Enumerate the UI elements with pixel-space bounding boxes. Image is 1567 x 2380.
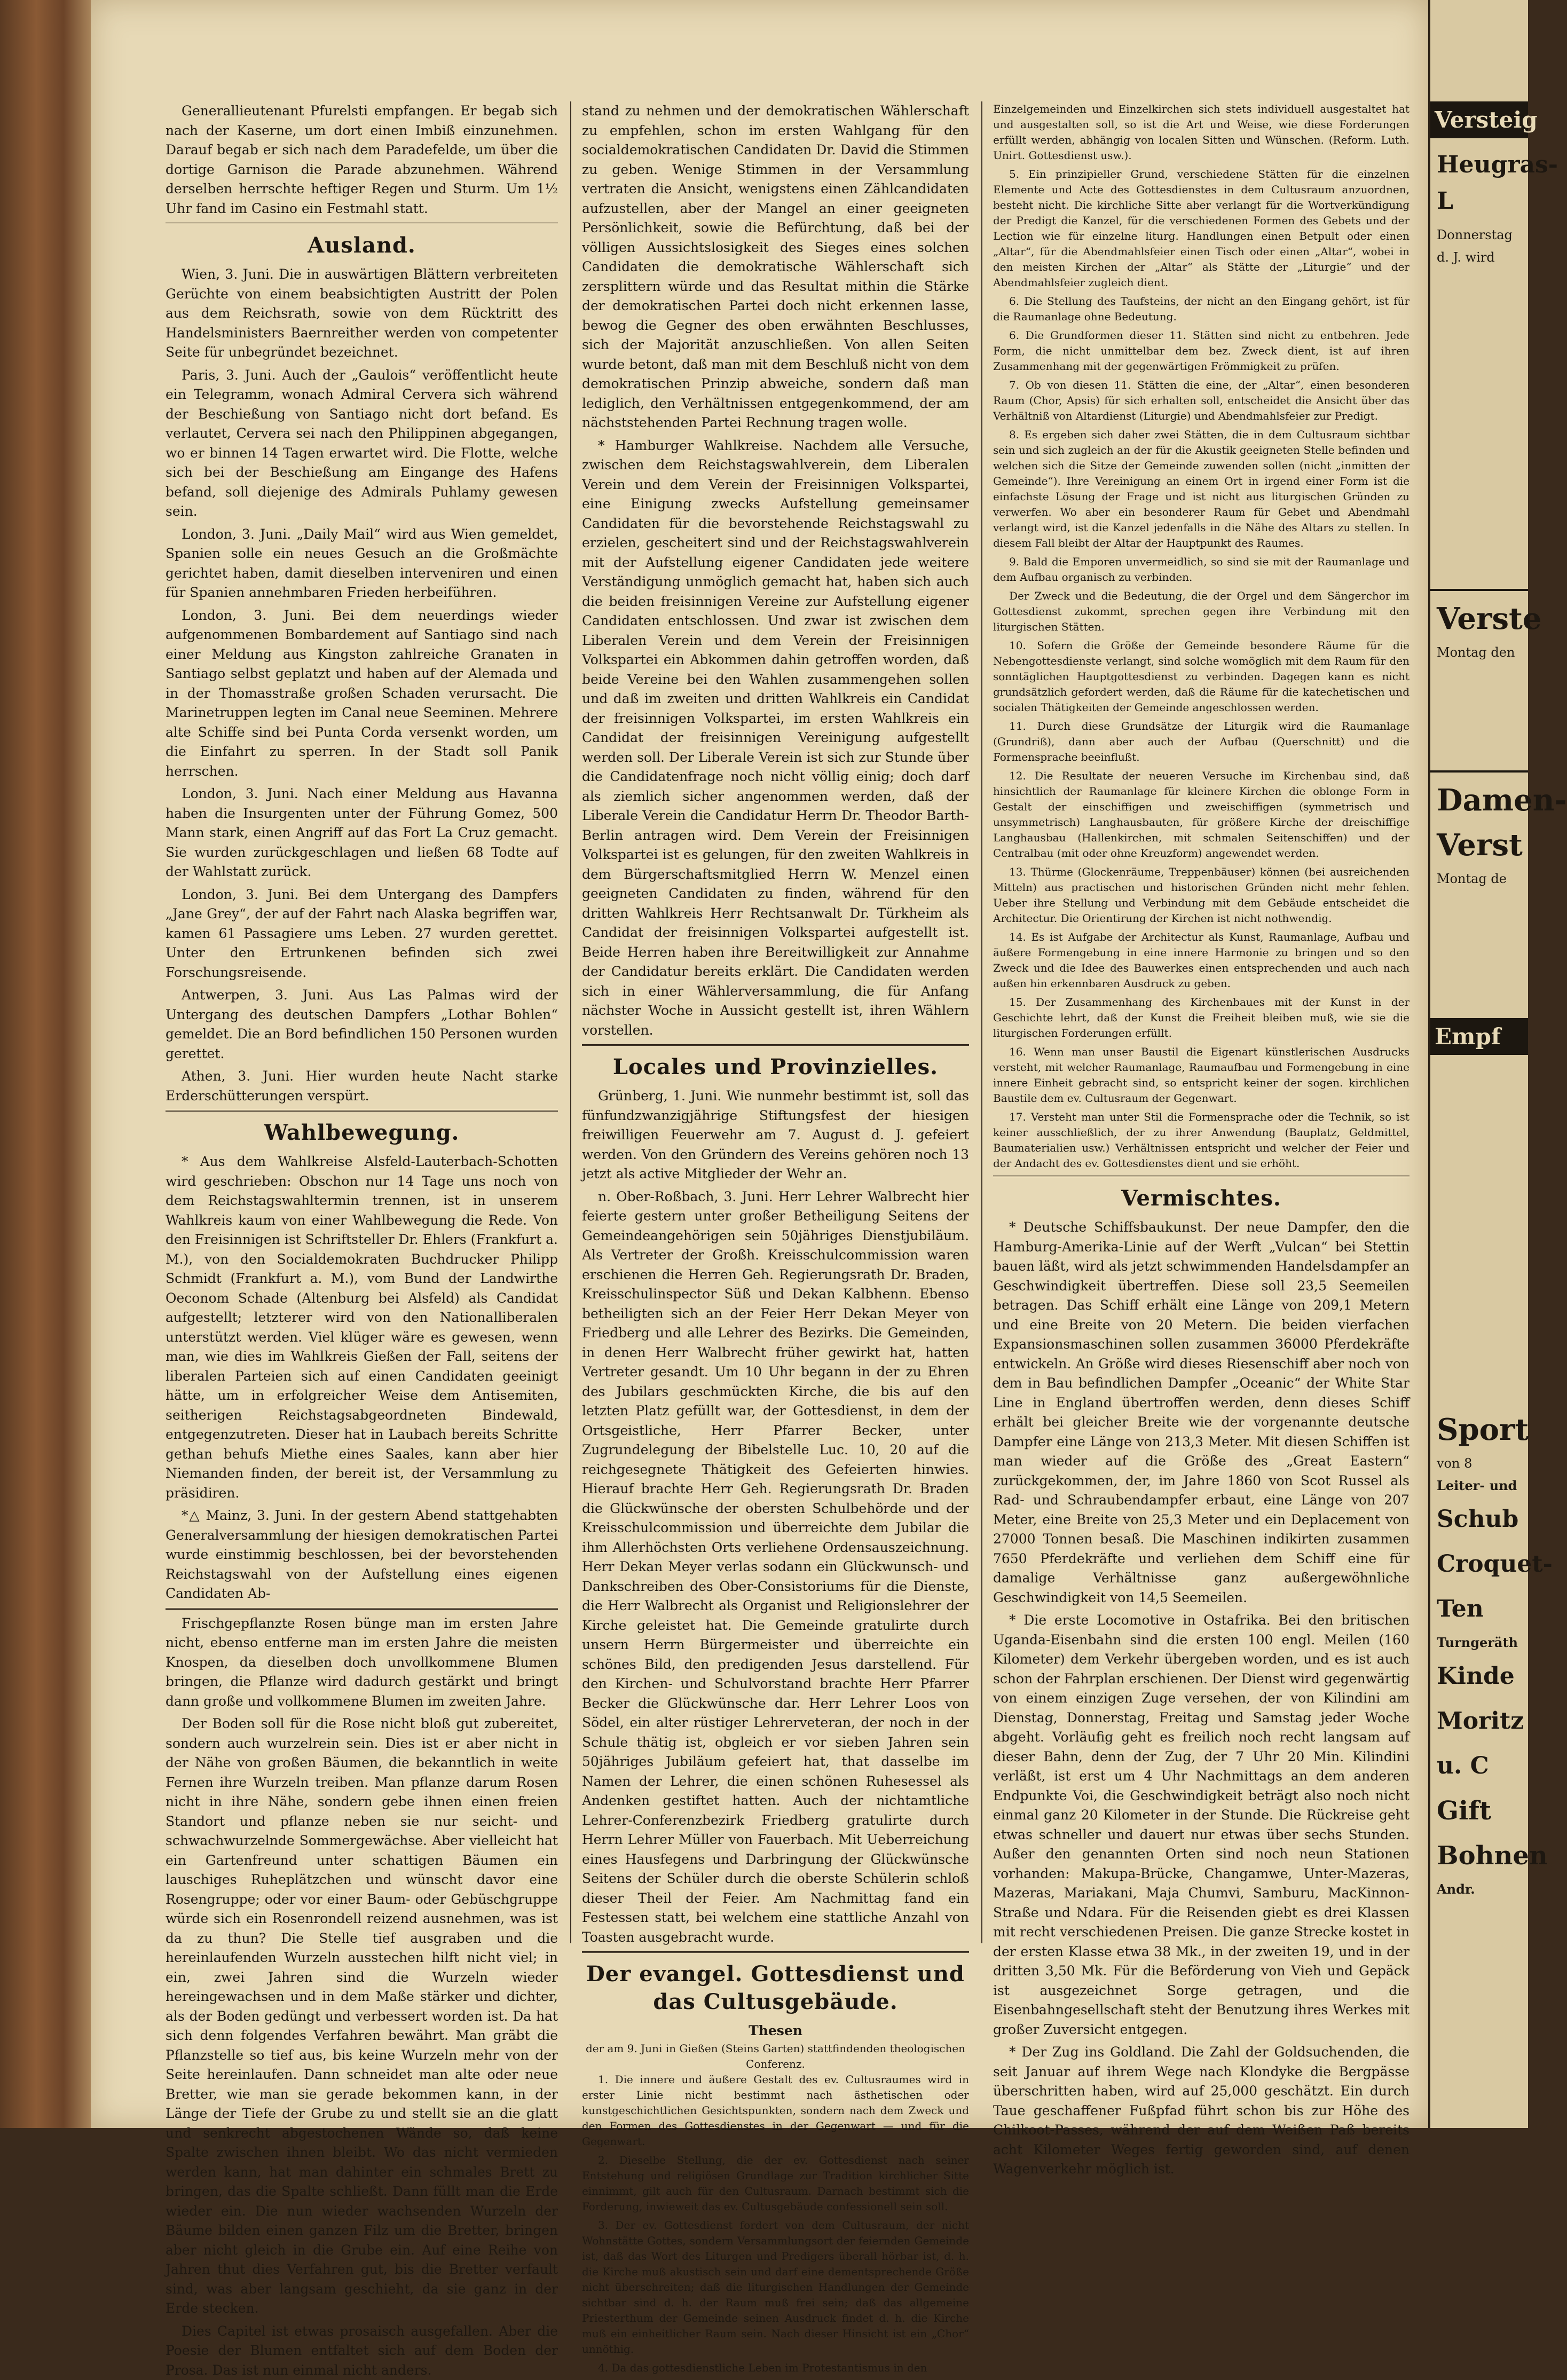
ad-text: Verste <box>1430 596 1528 641</box>
ad-text: Turngeräth <box>1430 1632 1528 1654</box>
news-item: n. Ober-Roßbach, 3. Juni. Herr Lehrer Walbrecht hier feierte gestern unter großer Betheiligung Seitens der Gemeindeangehörigen sein 50jähriges Dienstjubiläum. Als Vertreter der Großh. Kreisschulcommission waren erschienen die Herren Geh. Regierungsrath Dr. Braden, Kreisschulinspector Süß und Dekan Kalbhenn. Ebenso betheiligten sich an der Feier Herr Dekan Meyer von Friedberg und alle Lehrer des Bezirks. Die Gemeinden, in denen Herr Walbrecht früher gewirkt hat, hatten Vertreter gesandt. Um 10 Uhr begann in der zu Ehren des Jubilars geschmückten Kirche, die bis auf den letzten Platz gefüllt war, der Gottesdienst, in dem der Ortsgeistliche, Herr Pfarrer Becker, unter Zugrundelegung der Bibelstelle Luc. 10, 20 auf die reichgesegnete Thätigkeit des Gefeierten hinwies. Hierauf brachte Herr Geh. Regierungsrath Dr. Braden die Glückwünsche der obersten Schulbehörde und der Kreisschulcommission und überreichte dem Jubilar die ihm Allerhöchsten Orts verliehene Ordensauszeichnung. Herr Dekan Meyer verlas sodann ein Glückwunsch- und Dankschreiben des Ober-Consistoriums für die Dienste, die Herr Walbrecht als Organist und Religionslehrer der Kirche geleistet hat. Die Gemeinde gratulirte durch unsern Herrn Bürgermeister und überreichte ein schönes Bild, den predigenden Jesus darstellend. Für den Kirchen- und Schulvorstand brachte Herr Pfarrer Becker die Glückwünsche dar. Herr Lehrer Loos von Södel, ein alter rüstiger Lehrerveteran, der noch in der Schule thätig ist, obgleich er vor sieben Jahren sein 50jähriges Jubiläum gefeiert hat, that dasselbe im Namen der Lehrer, die einen schönen Ruhesessel als Andenken gestiftet hatten. Auch der nichtamtliche Lehrer-Conferenzbezirk Friedberg gratulirte durch Herrn Lehrer Müller von Fauerbach. Mit Ueberreichung eines Hausfegens und Darbringung der Glückwünsche Seitens der Schüler durch die oberste Schülerin schloß dieser Theil der Feier. Am Nachmittag fand ein Festessen statt, bei welchem eine stattliche Anzahl von Toasten ausgebracht wurde. <box>582 1187 969 1948</box>
divider <box>166 1110 558 1112</box>
news-item: London, 3. Juni. „Daily Mail“ wird aus Wien gemeldet, Spanien solle ein neues Gesuch an die Großmächte gerichtet haben, damit dieselben interveniren und einen für Spanien annehmbaren Frieden herbeiführen. <box>166 525 558 603</box>
ad-text: Gift <box>1430 1788 1528 1833</box>
thesis-item: 7. Ob von diesen 11. Stätten die eine, der „Altar“, einen besonderen Raum (Chor, Apsis) für sich erhalten soll, entscheidet die Ansicht über das Verhältniß von Altardienst (Liturgie) und Abendmahlsfeier zur Predigt. <box>993 377 1409 424</box>
thesis-item: 2. Dieselbe Stellung, die der ev. Gottesdienst nach seiner Entstehung und religiösen Grundlage zur Tradition kirchlicher Sitte einnimmt, gilt auch für den Cultusraum. Darnach bestimmt sich die Forderung, inwieweit das ev. Cultusgebäude confessionell sein soll. <box>582 2153 969 2214</box>
feuilleton-paragraph: Dies Capitel ist etwas prosaisch ausgefallen. Aber die Poesie der Blumen entfaltet sich auf dem Boden der Prosa. Das ist nun einmal nicht anders. <box>166 2322 558 2380</box>
ad-text: Croquet- <box>1430 1542 1528 1587</box>
thesis-item: 14. Es ist Aufgabe der Architectur als Kunst, Raumanlage, Aufbau und äußere Formengebung in eine innere Harmonie zu bringen und so den Zweck und die Idee des Bauwerkes einen entsprechenden und auch nach außen hin erkennbaren Ausdruck zu geben. <box>993 929 1409 991</box>
thesis-item: 6. Die Stellung des Taufsteins, der nicht an den Eingang gehört, ist für die Raumanlage ohne Bedeutung. <box>993 294 1409 325</box>
thesis-item: 17. Versteht man unter Stil die Formensprache oder die Technik, so ist keiner ausschließlich, der zu ihrer Anwendung (Bauplatz, Geldmittel, Baumaterialien usw.) Verhältnissen entspricht und welcher der Feier und der Andacht des ev. Gottesdienstes dient und sie erhöht. <box>993 1109 1409 1171</box>
news-item: London, 3. Juni. Bei dem neuerdings wieder aufgenommenen Bombardement auf Santiago sind nach einer Meldung aus Kingston zahlreiche Granaten in Santiago selbst geplatzt und haben auf der Alemada und in der Thomasstraße großen Schaden verursacht. Die Marinetruppen legten im Canal neue Seeminen. Mehrere alte Schiffe sind bei Punta Corda versenkt worden, um die Einfahrt zu sperren. In der Stadt soll Panik herrschen. <box>166 606 558 782</box>
thesis-item: 12. Die Resultate der neueren Versuche im Kirchenbau sind, daß hinsichtlich der Raumanlage für kleinere Kirchen die oblonge Form in Gestalt der einschiffigen und zweischiffigen (symmetrisch und unsymmetrisch) Langhausbauten, für größere Kirche der dreischiffige Langhausbau (Hallenkirchen, mit schmalen Seitenschiffen) und der Centralbau (mit oder ohne Kreuzform) angewendet werden. <box>993 768 1409 861</box>
news-item: * Hamburger Wahlkreise. Nachdem alle Versuche, zwischen dem Reichstagswahlverein, dem Liberalen Verein und dem Verein der Freisinnigen Volkspartei, eine Einigung zwecks Aufstellung gemeinsamer Candidaten für die bevorstehende Reichstagswahl zu erzielen, gescheitert sind und der Reichstagswahlverein mit der Aufstellung eigener Candidaten jede weitere Verständigung unmöglich gemacht hat, haben sich auch die beiden freisinnigen Vereine zur Aufstellung eigener Candidaten entschlossen. Und zwar ist zwischen dem Liberalen Verein und dem Verein der Freisinnigen Volkspartei ein Abkommen dahin getroffen worden, daß beide Vereine bei den Wahlen zusammengehen sollen und daß im zweiten und dritten Wahlkreis ein Candidat der freisinnigen Volkspartei, im ersten Wahlkreis ein Candidat der freisinnigen Vereinigung aufgestellt werden soll. Der Liberale Verein ist sich zur Stunde über die Candidatenfrage noch nicht völlig einig; doch darf als ziemlich sicher angenommen werden, daß der Liberale Verein die Candidatur Herrn Dr. Theodor Barth-Berlin antragen wird. Dem Verein der Freisinnigen Volkspartei ist es gelungen, für den zweiten Wahlkreis in dem Bürgerschaftsmitglied Herrn W. Menzel einen geeigneten Candidaten zu finden, während für den dritten Wahlkreis Herr Rechtsanwalt Dr. Türkheim als Candidat der freisinnigen Volkspartei aufgestellt ist. Beide Herren haben ihre Bereitwilligkeit zur Annahme der Candidatur bereits erklärt. Die Candidaten werden sich in einer Wählerversammlung, die für Anfang nächster Woche in Aussicht gestellt ist, ihren Wählern vorstellen. <box>582 436 969 1041</box>
ad-text: Damen- <box>1430 778 1528 823</box>
adjacent-page-ads <box>1428 0 1528 2128</box>
thesis-item: 8. Es ergeben sich daher zwei Stätten, die in dem Cultusraum sichtbar sein und sich zugleich an der für die Akustik geeigneten Stelle befinden und welchen sich die Sitze der Gemeinde zuwenden sollen (nicht „inmitten der Gemeinde“). Ihre Vereinigung an einem Ort in irgend einer Form ist die einfachste Lösung der Frage und ist nicht aus liturgischen Gründen zu verwerfen. Wo aber ein besonderer Raum für Gebet und Abendmahl verlangt wird, ist die Kanzel jedenfalls in die Nähe des Altars zu stellen. In diesem Fall bleibt der Altar der Hauptpunkt des Raumes. <box>993 427 1409 551</box>
divider <box>166 223 558 224</box>
intro-paragraph: Generallieutenant Pfurelsti empfangen. Er begab sich nach der Kaserne, um dort einen Imbiß einzunehmen. Darauf begab er sich nach dem Paradefelde, um über die dortige Garnison die Parade abzunehmen. Während derselben herrschte heftiger Regen und Sturm. Um 1½ Uhr fand im Casino ein Festmahl statt. <box>166 101 558 218</box>
divider <box>993 1176 1409 1177</box>
thesis-item: 4. Da das gottesdienstliche Leben im Protestantismus in den <box>582 2360 969 2376</box>
thesis-item: 11. Durch diese Grundsätze der Liturgik wird die Raumanlage (Grundriß), dann aber auch der Aufbau (Querschnitt) und die Formensprache beeinflußt. <box>993 719 1409 765</box>
vermischtes-heading: Vermischtes. <box>993 1185 1409 1212</box>
thesis-item: 15. Der Zusammenhang des Kirchenbaues mit der Kunst in der Geschichte lehrt, daß der Kunst die Freiheit bleiben muß, wie sie die liturgischen Forderungen erfüllt. <box>993 995 1409 1041</box>
book-binding <box>0 0 91 2128</box>
divider <box>166 1608 558 1610</box>
ad-text: Sport <box>1430 1407 1528 1452</box>
ad-text: Moritz <box>1430 1699 1528 1744</box>
divider <box>582 1951 969 1953</box>
locales-heading: Locales und Provinzielles. <box>582 1053 969 1081</box>
ad-text: Verst <box>1430 823 1528 868</box>
thesen-heading: Thesen <box>582 2021 969 2041</box>
ad-text: Donnerstag <box>1430 224 1528 246</box>
ad-text: Leiter- und <box>1430 1475 1528 1497</box>
news-item: Paris, 3. Juni. Auch der „Gaulois“ veröffentlicht heute ein Telegramm, wonach Admiral Cervera sich während der Beschießung von Santiago nicht dort befand. Es verlautet, Cervera sei nach den Philippinen abgegangen, wo er binnen 14 Tagen erwartet wird. Die Flotte, welche sich bei der Beschießung am Eingange des Hafens befand, soll diejenige des Admirals Puhlamy gewesen sein. <box>166 366 558 522</box>
news-item: Antwerpen, 3. Juni. Aus Las Palmas wird der Untergang des deutschen Dampfers „Lothar Bohlen“ gemeldet. Die an Bord befindlichen 150 Personen wurden gerettet. <box>166 986 558 1063</box>
news-item: stand zu nehmen und der demokratischen Wählerschaft zu empfehlen, schon im ersten Wahlgang für den socialdemokratischen Candidaten Dr. David die Stimmen zu geben. Wenige Stimmen in der Versammlung vertraten die Ansicht, wenigstens einen Zählcandidaten aufzustellen, aber der Mangel an einer geeigneten Persönlichkeit, sowie die Befürchtung, daß bei der völligen Aussichtslosigkeit des Sieges eines solchen Candidaten die demokratische Wählerschaft sich zersplittern würde und das Resultat mithin die Stärke der demokratischen Partei doch nicht erkennen lasse, bewog die Gegner des oben erwähnten Beschlusses, sich der Majorität anzuschließen. Von allen Seiten wurde betont, daß man mit dem Beschluß nicht von dem demokratischen Prinzip abweiche, sondern daß man lediglich, den Verhältnissen entgegenkommend, der am nächststehenden Partei Rechnung tragen wolle. <box>582 101 969 433</box>
ad-text: Heugras-L <box>1430 143 1528 224</box>
news-item: * Der Zug ins Goldland. Die Zahl der Goldsuchenden, die seit Januar auf ihrem Wege nach Klondyke die Bergpässe überschritten haben, wird auf 25,000 geschätzt. Ein durch Taue geschaffener Fußpfad führt schon bis zur Höhe des Chilkoot-Passes, während der auf dem Weißen Paß bereits acht Kilometer Weges fertig geworden sind, auf denen Wagenverkehr möglich ist. <box>993 2043 1409 2179</box>
right-column <box>993 101 1409 1943</box>
ad-text: Montag den <box>1430 641 1528 664</box>
thesis-item: 13. Thürme (Glockenräume, Treppenbäuser) können (bei ausreichenden Mitteln) aus practischen und historischen Gründen nicht mehr fehlen. Ueber ihre Stellung und Verbindung mit dem Gebäude entscheidet die Architectur. Die Orientirung der Kirchen ist nicht nothwendig. <box>993 864 1409 926</box>
feuilleton-paragraph: Frischgepflanzte Rosen bünge man im ersten Jahre nicht, ebenso entferne man im ersten Jahre die meisten Knospen, da dieselben doch unvollkommene Blumen bringen, die Pflanze wird dadurch gestärkt und bringt dann große und vollkommene Blumen im zweiten Jahre. <box>166 1614 558 1712</box>
thesis-item: 10. Sofern die Größe der Gemeinde besondere Räume für die Nebengottesdienste verlangt, sind solche womöglich mit dem Raum für den sonntäglichen Hauptgottesdienst zu verbinden. Dagegen kann es nicht grundsätzlich gefordert werden, daß die Räume für die katechetischen und socialen Thätigkeiten der Gemeinde angeschlossen werden. <box>993 638 1409 715</box>
ad-divider <box>1430 770 1528 773</box>
thesis-item: Einzelgemeinden und Einzelkirchen sich stets individuell ausgestaltet hat und ausgestalten soll, so ist die Art und Weise, wie diese Forderungen erfüllt werden, abhängig von localen Sitten und Wünschen. (Reform. Luth. Unirt. Gottesdienst usw.). <box>993 101 1409 163</box>
ad-heading: Versteig <box>1430 101 1528 138</box>
news-item: * Aus dem Wahlkreise Alsfeld-Lauterbach-Schotten wird geschrieben: Obschon nur 14 Tage uns noch von dem Reichstagswahltermin trennen, ist in unserem Wahlkreis kaum von einer Wahlbewegung die Rede. Von den Freisinnigen ist Schriftsteller Dr. Ehlers (Frankfurt a. M.), von den Socialdemokraten Buchdrucker Philipp Schmidt (Frankfurt a. M.), vom Bund der Landwirthe Oeconom Schade (Altenburg bei Alsfeld) als Candidat aufgestellt; letzterer wird von den Nationalliberalen unterstützt werden. Viel klüger wäre es gewesen, wenn man, wie dies im Wahlkreis Gießen der Fall, seitens der liberalen Parteien sich auf einen Candidaten geeinigt hätte, um in erfolgreicher Weise dem Antisemiten, seitherigen Reichstagsabgeordneten Bindewald, entgegenzutreten. Dieser hat in Laubach bereits Schritte gethan behufs Miethe eines Saales, kann aber hier Niemanden finden, der bereit ist, der Versammlung zu präsidiren. <box>166 1152 558 1503</box>
ad-divider <box>1430 589 1528 591</box>
thesis-item: 5. Ein prinzipieller Grund, verschiedene Stätten für die einzelnen Elemente und Acte des Gottesdienstes in dem Cultusraum anzuordnen, besteht nicht. Die kirchliche Sitte aber verlangt für die Wortverkündigung der Predigt die Kanzel, für die verschiedenen Formen des Gebets und der Lection wie für einzelne liturg. Handlungen einen Betpult oder einen „Altar“, für die Abendmahlsfeier einen Tisch oder einen „Altar“, wobei in den meisten Kirchen der „Altar“ als Stätte der „Liturgie“ und der Abendmahlsfeier zugleich dient. <box>993 167 1409 290</box>
ad-heading: Empf <box>1430 1018 1528 1055</box>
news-item: London, 3. Juni. Bei dem Untergang des Dampfers „Jane Grey“, der auf der Fahrt nach Alaska begriffen war, kamen 61 Passagiere ums Leben. 27 wurden gerettet. Unter den Ertrunkenen befinden sich zwei Forschungsreisende. <box>166 885 558 983</box>
ad-text: Montag de <box>1430 868 1528 890</box>
divider <box>582 1044 969 1046</box>
news-item: Grünberg, 1. Juni. Wie nunmehr bestimmt ist, soll das fünfundzwanzigjährige Stiftungsfest der hiesigen freiwilligen Feuerwehr am 7. August d. J. gefeiert werden. Von den Gründern des Vereins gehören noch 13 jetzt als active Mitglieder der Wehr an. <box>582 1086 969 1184</box>
news-item: *△ Mainz, 3. Juni. In der gestern Abend stattgehabten Generalversammlung der hiesigen demokratischen Partei wurde einstimmig beschlossen, bei der bevorstehenden Reichstagswahl von der Aufstellung eines eigenen Candidaten Ab- <box>166 1506 558 1604</box>
ausland-section <box>166 265 558 1106</box>
ad-text: Ten <box>1430 1587 1528 1632</box>
thesis-item: 9. Bald die Emporen unvermeidlich, so sind sie mit der Raumanlage und dem Aufbau organisch zu verbinden. <box>993 554 1409 585</box>
thesen-continued <box>993 101 1409 1171</box>
news-item: London, 3. Juni. Nach einer Meldung aus Havanna haben die Insurgenten unter der Führung Gomez, 500 Mann stark, einen Angriff auf das Fort La Cruz gemacht. Sie wurden zurückgeschlagen und ließen 68 Todte auf der Wahlstatt zurück. <box>166 784 558 882</box>
column-rule <box>570 101 571 1943</box>
ad-text: Bohnen <box>1430 1833 1528 1878</box>
news-item: Wien, 3. Juni. Die in auswärtigen Blättern verbreiteten Gerüchte von einem beabsichtigten Austritt der Polen aus dem Reichsrath, sowie von dem Rücktritt des Handelsministers Baernreither werden von competenter Seite für unbegründet bezeichnet. <box>166 265 558 362</box>
ad-text: von 8 <box>1430 1452 1528 1475</box>
wahl-heading: Wahlbewegung. <box>166 1119 558 1147</box>
thesen-subheading: der am 9. Juni in Gießen (Steins Garten) stattfindenden theologischen Conferenz. <box>582 2041 969 2072</box>
thesis-item: Der Zweck und die Bedeutung, die der Orgel und dem Sängerchor im Gottesdienst zukommt, sprechen gegen ihre Verbindung mit den liturgischen Stätten. <box>993 588 1409 635</box>
thesis-item: 6. Die Grundformen dieser 11. Stätten sind nicht zu entbehren. Jede Form, die nicht unmittelbar dem bez. Zweck dient, ist auf ihren Zusammenhang mit der gegenwärtigen Frömmigkeit zu prüfen. <box>993 328 1409 374</box>
ad-text: d. J. wird <box>1430 246 1528 269</box>
ausland-heading: Ausland. <box>166 232 558 259</box>
newspaper-page <box>91 0 1428 2128</box>
ad-text: u. C <box>1430 1744 1528 1788</box>
ad-text: Schub <box>1430 1497 1528 1542</box>
ad-text: Andr. <box>1430 1878 1528 1901</box>
news-item: * Die erste Locomotive in Ostafrika. Bei den britischen Uganda-Eisenbahn sind die ersten 100 engl. Meilen (160 Kilometer) dem Verkehr übergeben worden, und es ist auch schon der Fahrplan erschienen. Der Dienst wird gegenwärtig von einem einzigen Zuge versehen, der von Kilindini am Dienstag, Donnerstag, Freitag und Samstag jeder Woche abgeht. Vorläufig geht es freilich noch recht langsam auf dieser Bahn, denn der Zug, der 7 Uhr 20 Min. Kilindini verläßt, ist erst um 4 Uhr Nachmittags an dem anderen Endpunkte Voi, die Geschwindigkeit beträgt also noch nicht einmal ganz 20 Kilometer in der Stunde. Die Rückreise geht etwas schneller und dauert nur etwas über sechs Stunden. Außer den genannten Orten sind noch neun Stationen vorhanden: Makupa-Brücke, Changamwe, Unter-Mazeras, Mazeras, Mariakani, Maja Chumvi, Samburu, MacKinnon-Straße und Ndara. Für die Reisenden giebt es drei Klassen mit recht verschiedenen Preisen. Die ganze Strecke kostet in der ersten Klasse etwa 38 Mk., in der zweiten 19, und in der dritten 3,50 Mk. Für die Beförderung von Vieh und Gepäck ist ausgezeichnet Sorge getragen, und die Eisenbahngesellschaft steht der Benutzung ihres Werkes mit großer Zuversicht entgegen. <box>993 1611 1409 2039</box>
ad-text: Kinde <box>1430 1654 1528 1699</box>
news-item: Athen, 3. Juni. Hier wurden heute Nacht starke Erderschütterungen verspürt. <box>166 1067 558 1106</box>
left-column <box>166 101 558 1943</box>
column-rule <box>981 101 982 1943</box>
middle-column <box>582 101 969 1943</box>
news-item: * Deutsche Schiffsbaukunst. Der neue Dampfer, den die Hamburg-Amerika-Linie auf der Werft „Vulcan“ bei Stettin bauen läßt, wird als jetzt schwimmenden Handelsdampfer an Geschwindigkeit übertreffen. Diese soll 23,5 Seemeilen betragen. Das Schiff erhält eine Länge von 209,1 Metern und eine Breite von 20 Metern. Die beiden vierfachen Expansionsmaschinen sollen zusammen 36000 Pferdekräfte entwickeln. An Größe wird dieses Riesenschiff aber noch von dem in Bau befindlichen Dampfer „Oceanic“ der White Star Line in England übertroffen werden, denn dieses Schiff erhält bei gleicher Breite wie der vorgenannte deutsche Dampfer eine Länge von 213,3 Meter. Mit diesen Schiffen ist man wieder auf die Größe des „Great Eastern“ zurückgekommen, der, im Jahre 1860 von Scot Russel als Rad- und Schraubendampfer erbaut, eine Länge von 207 Meter, eine Breite von 25,3 Meter und ein Deplacement von 27000 Tonnen besaß. Die Maschinen indikirten zusammen 7650 Pferdekräfte und verliehen dem Schiff eine für damalige Verhältnisse ganz außergewöhnliche Geschwindigkeit von 14,5 Seemeilen. <box>993 1218 1409 1607</box>
gottesdienst-heading: Der evangel. Gottesdienst und das Cultusgebäude. <box>582 1960 969 2016</box>
thesis-item: 16. Wenn man unser Baustil die Eigenart künstlerischen Ausdrucks versteht, mit welcher Raumanlage, Raumaufbau und Formengebung in eine innere Einheit gebracht sind, so entspricht keiner der sogen. kirchlichen Baustile dem ev. Cultusraum der Gegenwart. <box>993 1044 1409 1106</box>
thesis-item: 3. Der ev. Gottesdienst fordert von dem Cultusraum, der nicht Wohnstätte Gottes, sondern Versammlungsort der feiernden Gemeinde ist, daß das Wort des Liturgen und Predigers überall hörbar ist, d. h. die Kirche muß akustisch sein und darf eine dementsprechende Größe nicht überschreiten; daß die liturgischen Handlungen der Gemeinde sichtbar sind d. h. der Raum muß frei sein; daß das allgemeine Priesterthum der Gemeinde seinen Ausdruck findet d. h. die Kirche muß ein einheitlicher Raum sein. Nach dieser Hinsicht ist ein „Chor“ unnöthig. <box>582 2218 969 2357</box>
feuilleton-paragraph: Der Boden soll für die Rose nicht bloß gut zubereitet, sondern auch wurzelrein sein. Dies ist er aber nicht in der Nähe von großen Bäumen, die bekanntlich in weite Fernen ihre Wurzeln treiben. Man pflanze darum Rosen nicht in ihre Nähe, sondern gebe ihnen einen freien Standort und pflanze neben sie nur seicht- und schwachwurzelnde Sommergewächse. Aber vielleicht hat ein Gartenfreund unter schattigen Bäumen ein lauschiges Ruheplätzchen und wünscht davor eine Rosengruppe; oder vor einer Baum- oder Gebüschgruppe würde sich ein Rosenrondell reizend ausnehmen, was ist da zu thun? Die Stelle tief ausgraben und die hereinlaufenden Wurzeln ausstechen hilft nicht viel; in ein, zwei Jahren sind die Wurzeln wieder hereingewachsen und in dem Maße stärker und dichter, als der Boden gedüngt und verbessert worden ist. Da hat sich denn folgendes Verfahren bewährt. Man gräbt die Pflanzstelle so tief aus, bis keine Wurzeln mehr von der Seite hereinlaufen. Dann schneidet man alte oder neue Bretter, wie man sie gerade bekommen kann, in der Länge der Tiefe der Grube zu und stellt sie an die glatt und senkrecht abgestochenen Wände so, daß keine Spalte zwischen ihnen bleibt. Wo das nicht vermieden werden kann, hat man dahinter ein schmales Brett zu bringen, das die Spalte schließt. Dann füllt man die Erde wieder ein. Die nun wieder wachsenden Wurzeln der Bäume bilden einen ganzen Filz um die Bretter, bringen aber nicht gleich in die Grube ein. Auf eine Reihe von Jahren thut dies Verfahren gut, bis die Bretter verfault sind, was aber langsam geschieht, da sie ganz in der Erde stecken. <box>166 1714 558 2319</box>
feuilleton-section <box>166 1614 558 2380</box>
thesis-item: 1. Die innere und äußere Gestalt des ev. Cultusraumes wird in erster Linie nicht bestimmt nach ästhetischen oder kunstgeschichtlichen Gesichtspunkten, sondern nach dem Zweck und den Formen des Gottesdienstes in der Gegenwart — und für die Gegenwart. <box>582 2072 969 2149</box>
